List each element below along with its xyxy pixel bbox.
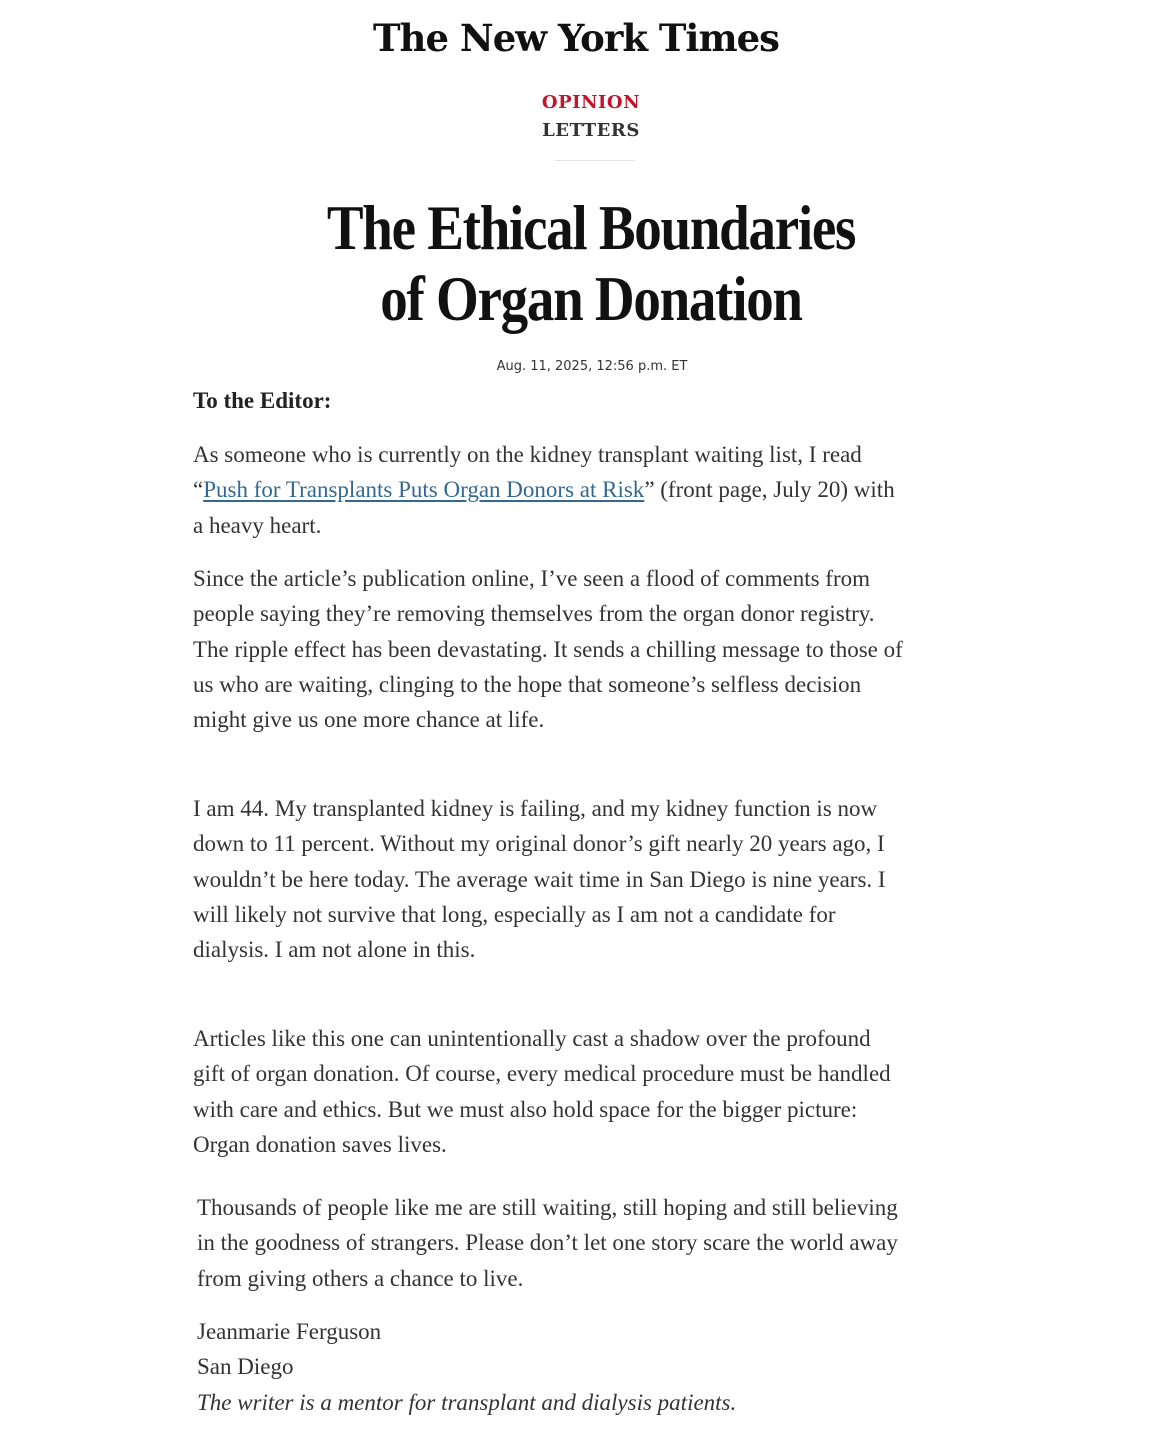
paragraph-1-text-end: ” (front page, July 20) with a heavy heart. <box>193 477 895 538</box>
referenced-article-link[interactable]: Push for Transplants Puts Organ Donors at Risk <box>203 477 645 503</box>
headline-line-1: The Ethical Boundaries <box>326 192 856 263</box>
kicker-divider <box>555 160 635 161</box>
letter-paragraph-5: Thousands of people like me are still waiting, still hoping and still believing in the goodness of strangers. Please don’t let one story scare the world away from giving others a chance to live. <box>197 1195 898 1291</box>
signature-name: Jeanmarie Ferguson <box>197 1319 382 1344</box>
letter-salutation: To the Editor: <box>193 388 332 413</box>
article-dateline: Aug. 11, 2025, 12:56 p.m. ET <box>496 359 688 374</box>
section-letters-label[interactable]: LETTERS <box>542 120 640 141</box>
headline-line-2: of Organ Donation <box>380 263 802 334</box>
letter-paragraph-4: Articles like this one can unintentionally cast a shadow over the profound gift of organ donation. Of course, every medical procedure must be handled with care and ethics. But we must also hold space for the bigger picture: Organ donation saves lives. <box>193 1026 891 1157</box>
letter-paragraph-1 <box>193 437 903 543</box>
letter-paragraph-3: I am 44. My transplanted kidney is failing, and my kidney function is now down to 11 percent. Without my original donor’s gift nearly 20 years ago, I wouldn’t be here today. The average wait time in San Diego is nine years. I will likely not survive that long, especially as I am not a candidate for dialysis. I am not alone in this. <box>193 796 886 963</box>
paragraph-1-text-start: As someone who is currently on the kidney transplant waiting list, I read “ <box>193 442 862 503</box>
section-opinion-label[interactable]: OPINION <box>541 92 641 113</box>
nyt-logo[interactable]: The New York Times <box>373 16 779 60</box>
article-headline <box>255 192 928 334</box>
signature-city: San Diego <box>197 1354 294 1379</box>
letter-paragraph-2: Since the article’s publication online, I’ve seen a flood of comments from people saying they’re removing themselves from the organ donor registry. The ripple effect has been devastating. It sends a chilling message to those of us who are waiting, clinging to the hope that someone’s selfless decision might give us one more chance at life. <box>193 566 903 733</box>
signature-writer-note: The writer is a mentor for transplant and dialysis patients. <box>197 1390 737 1415</box>
